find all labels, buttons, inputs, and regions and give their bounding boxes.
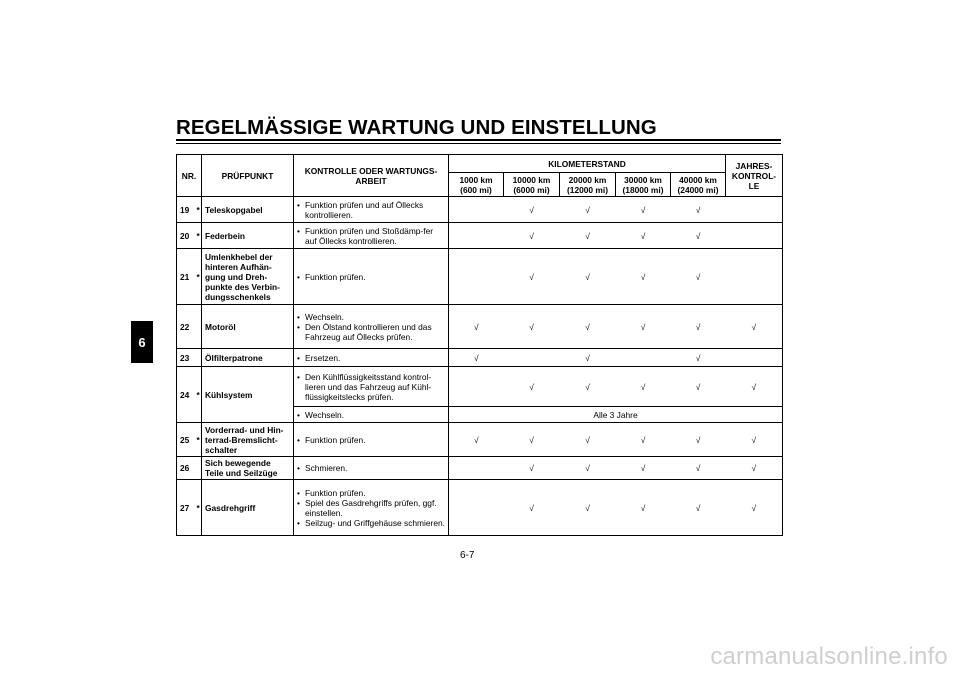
check-mark: √ — [504, 305, 560, 349]
action-cell — [294, 457, 449, 480]
header-km-3: 20000 km (12000 mi) — [560, 173, 616, 197]
dealer-service-mark: * — [194, 423, 202, 457]
check-mark: √ — [560, 349, 616, 367]
check-mark — [449, 249, 504, 305]
action-list — [297, 435, 445, 445]
action-item: • Wechseln. — [297, 312, 445, 322]
check-item: Federbein — [202, 223, 294, 249]
action-cell — [294, 249, 449, 305]
check-mark: √ — [560, 223, 616, 249]
action-item: • Seilzug- und Griffgehäuse schmieren. — [297, 518, 445, 528]
action-cell — [294, 367, 449, 407]
action-list — [297, 200, 445, 220]
check-mark: √ — [616, 249, 671, 305]
action-list — [297, 372, 445, 402]
title-rule-thin — [176, 143, 781, 144]
check-mark — [449, 367, 504, 407]
page-title: REGELMÄSSIGE WARTUNG UND EINSTELLUNG — [176, 116, 657, 139]
check-mark: √ — [504, 423, 560, 457]
check-mark: √ — [671, 349, 726, 367]
action-cell — [294, 349, 449, 367]
header-km-4: 30000 km (18000 mi) — [616, 173, 671, 197]
action-list — [297, 463, 445, 473]
check-mark: √ — [616, 423, 671, 457]
action-list — [297, 488, 445, 528]
header-km-group: KILOMETERSTAND — [449, 155, 726, 173]
check-mark: √ — [449, 349, 504, 367]
check-mark: √ — [671, 249, 726, 305]
check-mark: √ — [726, 305, 783, 349]
check-mark: √ — [560, 480, 616, 536]
action-item: • Funktion prüfen und Stoßdämp-fer auf Öllecks kontrollieren. — [297, 226, 445, 246]
action-item: • Schmieren. — [297, 463, 445, 473]
dealer-service-mark: * — [194, 223, 202, 249]
action-cell — [294, 305, 449, 349]
action-item: • Funktion prüfen. — [297, 272, 445, 282]
action-list — [297, 353, 445, 363]
header-km-5: 40000 km (24000 mi) — [671, 173, 726, 197]
table-row — [177, 480, 783, 536]
action-item: • Funktion prüfen. — [297, 488, 445, 498]
table-row — [177, 249, 783, 305]
action-cell — [294, 223, 449, 249]
header-action: KONTROLLE ODER WARTUNGS-ARBEIT — [294, 155, 449, 197]
check-mark: √ — [671, 223, 726, 249]
check-mark — [449, 457, 504, 480]
chapter-tab: 6 — [131, 321, 153, 363]
watermark: carmanualsonline.info — [710, 643, 948, 670]
row-number: 19 — [177, 197, 194, 223]
table-row — [177, 423, 783, 457]
check-mark: √ — [616, 305, 671, 349]
check-mark: √ — [726, 457, 783, 480]
dealer-service-mark: * — [194, 367, 202, 423]
check-mark: √ — [671, 423, 726, 457]
check-mark: √ — [504, 367, 560, 407]
check-mark: √ — [504, 197, 560, 223]
check-mark — [449, 480, 504, 536]
check-mark: √ — [616, 367, 671, 407]
check-mark: √ — [671, 480, 726, 536]
action-item: • Den Ölstand kontrollieren und das Fahrzeug auf Öllecks prüfen. — [297, 322, 445, 342]
table-row — [177, 367, 783, 407]
check-mark: √ — [616, 197, 671, 223]
check-item: Motoröl — [202, 305, 294, 349]
dealer-service-mark — [194, 457, 202, 480]
check-mark: √ — [449, 423, 504, 457]
dealer-service-mark — [194, 349, 202, 367]
row-number: 22 — [177, 305, 194, 349]
check-mark: √ — [560, 197, 616, 223]
check-mark: √ — [616, 457, 671, 480]
check-item: Kühlsystem — [202, 367, 294, 423]
dealer-service-mark: * — [194, 249, 202, 305]
action-item: • Funktion prüfen und auf Öllecks kontrollieren. — [297, 200, 445, 220]
interval-note: Alle 3 Jahre — [449, 407, 783, 423]
action-item: • Funktion prüfen. — [297, 435, 445, 445]
check-mark: √ — [616, 223, 671, 249]
action-cell — [294, 480, 449, 536]
check-mark: √ — [504, 480, 560, 536]
action-item: • Spiel des Gasdrehgriffs prüfen, ggf. einstellen. — [297, 498, 445, 518]
action-list — [297, 272, 445, 282]
page-number: 6-7 — [460, 550, 475, 561]
row-number: 27 — [177, 480, 194, 536]
check-mark: √ — [726, 423, 783, 457]
action-cell — [294, 407, 449, 423]
check-mark: √ — [504, 457, 560, 480]
maintenance-table — [176, 154, 783, 536]
header-nr: NR. — [177, 155, 202, 197]
check-mark: √ — [616, 480, 671, 536]
row-number: 24 — [177, 367, 194, 423]
action-item: • Ersetzen. — [297, 353, 445, 363]
table-body — [177, 197, 783, 536]
action-list — [297, 312, 445, 342]
action-list — [297, 226, 445, 246]
check-mark: √ — [449, 305, 504, 349]
check-mark: √ — [671, 305, 726, 349]
check-mark: √ — [560, 249, 616, 305]
check-item: Umlenkhebel der hinteren Aufhän-gung und Dreh-punkte des Verbin-dungsschenkels — [202, 249, 294, 305]
check-item: Ölfilterpatrone — [202, 349, 294, 367]
row-number: 23 — [177, 349, 194, 367]
check-item: Gasdrehgriff — [202, 480, 294, 536]
table-row — [177, 305, 783, 349]
header-item: PRÜFPUNKT — [202, 155, 294, 197]
row-number: 20 — [177, 223, 194, 249]
check-mark: √ — [560, 367, 616, 407]
table-row — [177, 197, 783, 223]
dealer-service-mark: * — [194, 197, 202, 223]
header-km-1: 1000 km (600 mi) — [449, 173, 504, 197]
check-mark: √ — [504, 223, 560, 249]
row-number: 21 — [177, 249, 194, 305]
check-mark — [726, 249, 783, 305]
check-item: Teleskopgabel — [202, 197, 294, 223]
action-cell — [294, 423, 449, 457]
check-mark: √ — [560, 305, 616, 349]
action-list — [297, 410, 445, 420]
check-mark: √ — [560, 423, 616, 457]
check-item: Vorderrad- und Hin-terrad-Bremslicht-schalter — [202, 423, 294, 457]
table-row — [177, 223, 783, 249]
row-number: 25 — [177, 423, 194, 457]
check-mark — [504, 349, 560, 367]
action-item: • Den Kühlflüssigkeitsstand kontrol-lieren und das Fahrzeug auf Kühl-flüssigkeitslecks prüfen. — [297, 372, 445, 402]
check-item: Sich bewegende Teile und Seilzüge — [202, 457, 294, 480]
dealer-service-mark — [194, 305, 202, 349]
header-annual: JAHRES-KONTROL-LE — [726, 155, 783, 197]
check-mark: √ — [560, 457, 616, 480]
check-mark — [726, 197, 783, 223]
check-mark: √ — [671, 197, 726, 223]
check-mark: √ — [726, 480, 783, 536]
dealer-service-mark: * — [194, 480, 202, 536]
action-item: • Wechseln. — [297, 410, 445, 420]
row-number: 26 — [177, 457, 194, 480]
header-km-2: 10000 km (6000 mi) — [504, 173, 560, 197]
check-mark: √ — [726, 367, 783, 407]
check-mark — [449, 197, 504, 223]
check-mark: √ — [671, 457, 726, 480]
check-mark — [616, 349, 671, 367]
check-mark — [726, 349, 783, 367]
action-cell — [294, 197, 449, 223]
title-rule — [176, 139, 781, 141]
table-row — [177, 457, 783, 480]
check-mark — [449, 223, 504, 249]
check-mark: √ — [671, 367, 726, 407]
check-mark — [726, 223, 783, 249]
table-row — [177, 349, 783, 367]
check-mark: √ — [504, 249, 560, 305]
